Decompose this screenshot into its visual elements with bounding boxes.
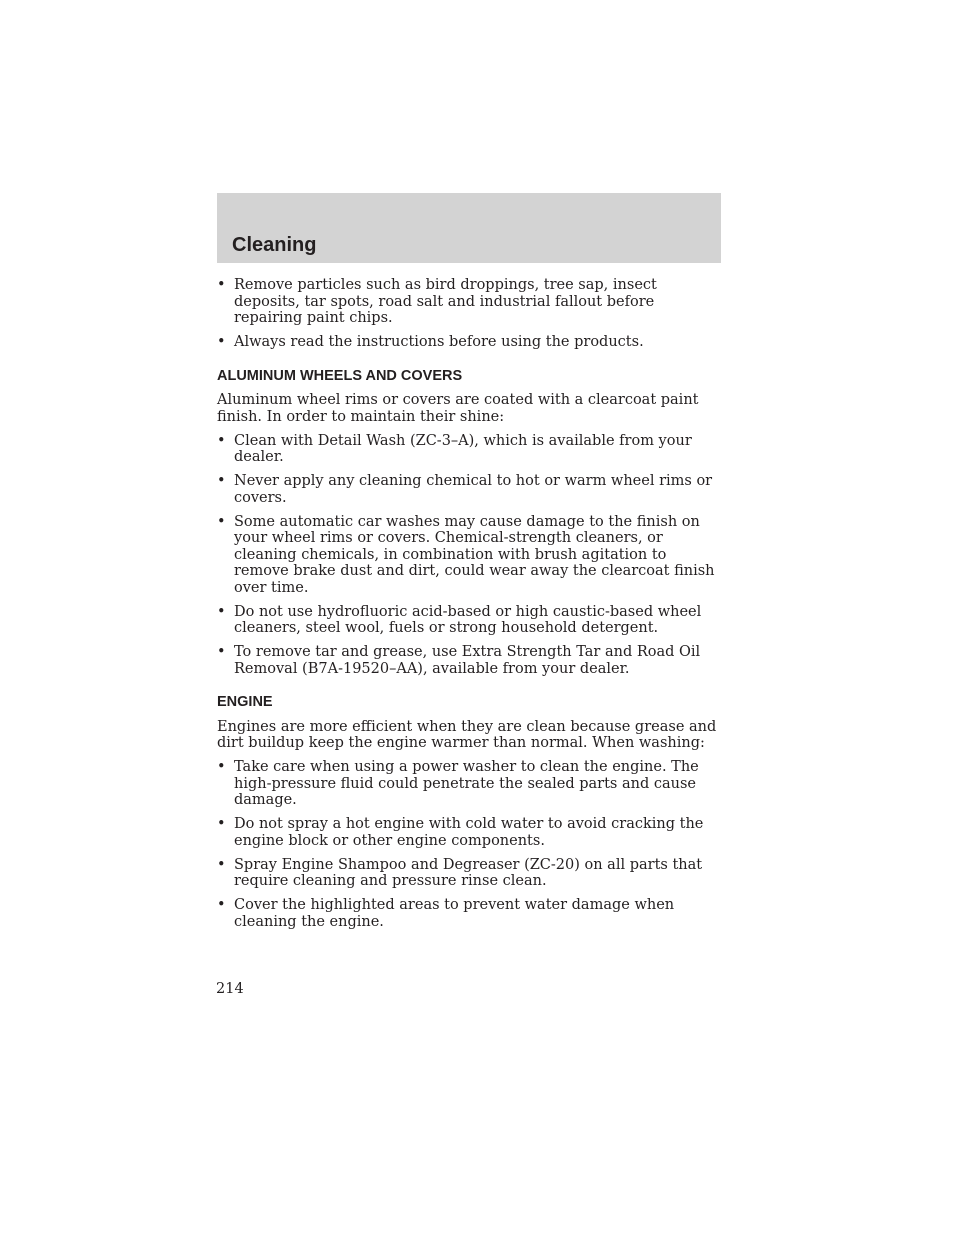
bullet-marker: • [217,513,226,530]
bullet-marker: • [217,603,226,620]
page-number: 214 [216,981,244,997]
engine-paragraph: Engines are more efficient when they are clean because grease and dirt buildup keep the engine warmer than normal. When washing: [217,718,717,751]
list-item-text: Remove particles such as bird droppings, tree sap, insect deposits, tar spots, road salt and industrial fallout before repairing paint chips. [234,277,657,326]
engine-heading: ENGINE [217,694,273,710]
list-item-text: Never apply any cleaning chemical to hot or warm wheel rims or covers. [234,473,713,506]
list-item [217,277,721,327]
engine-bullet-list [217,759,721,930]
list-item-text: Always read the instructions before using the products. [234,334,644,350]
list-item [217,897,721,930]
list-item [217,433,721,466]
bullet-marker: • [217,856,226,873]
bullet-marker: • [217,816,226,832]
list-item [217,816,721,849]
aluminum-wheels-paragraph: Aluminum wheel rims or covers are coated with a clearcoat paint finish. In order to maintain their shine: [217,392,699,425]
page-content [217,277,721,938]
bullet-marker: • [217,759,226,775]
intro-bullet-list [217,277,721,351]
bullet-marker: • [217,277,226,293]
list-item [217,334,721,351]
list-item-text: Some automatic car washes may cause damage to the finish on your wheel rims or covers. Chemical-strength cleaners, or cleaning chemicals, in combination with brush agitation to remove brake dust and dirt, could wear away the clearcoat finish over time. [234,513,715,596]
list-item-text: Do not spray a hot engine with cold water to avoid cracking the engine block or other engine components. [234,816,704,849]
list-item [217,857,721,890]
section-title: Cleaning [232,234,317,256]
list-item [217,759,721,809]
bullet-marker: • [217,644,226,660]
aluminum-bullet-list [217,433,721,678]
section-header-band [217,193,721,263]
bullet-marker: • [217,432,226,449]
list-item [217,473,721,506]
list-item [217,604,721,637]
bullet-marker: • [217,334,226,350]
list-item-text: To remove tar and grease, use Extra Strength Tar and Road Oil Removal (B7A-19520–AA), available from your dealer. [234,644,701,677]
list-item-text: Do not use hydrofluoric acid-based or high caustic-based wheel cleaners, steel wool, fuels or strong household detergent. [234,603,702,636]
list-item-text: Cover the highlighted areas to prevent water damage when cleaning the engine. [234,897,675,930]
aluminum-wheels-heading: ALUMINUM WHEELS AND COVERS [217,367,463,384]
list-item [217,644,721,677]
list-item-text: Take care when using a power washer to clean the engine. The high-pressure fluid could penetrate the sealed parts and cause damage. [234,759,699,808]
list-item-text: Spray Engine Shampoo and Degreaser (ZC-20) on all parts that require cleaning and pressure rinse clean. [234,856,703,889]
bullet-marker: • [217,897,226,913]
list-item [217,514,721,597]
bullet-marker: • [217,473,226,489]
list-item-text: Clean with Detail Wash (ZC-3–A), which is available from your dealer. [234,432,692,465]
